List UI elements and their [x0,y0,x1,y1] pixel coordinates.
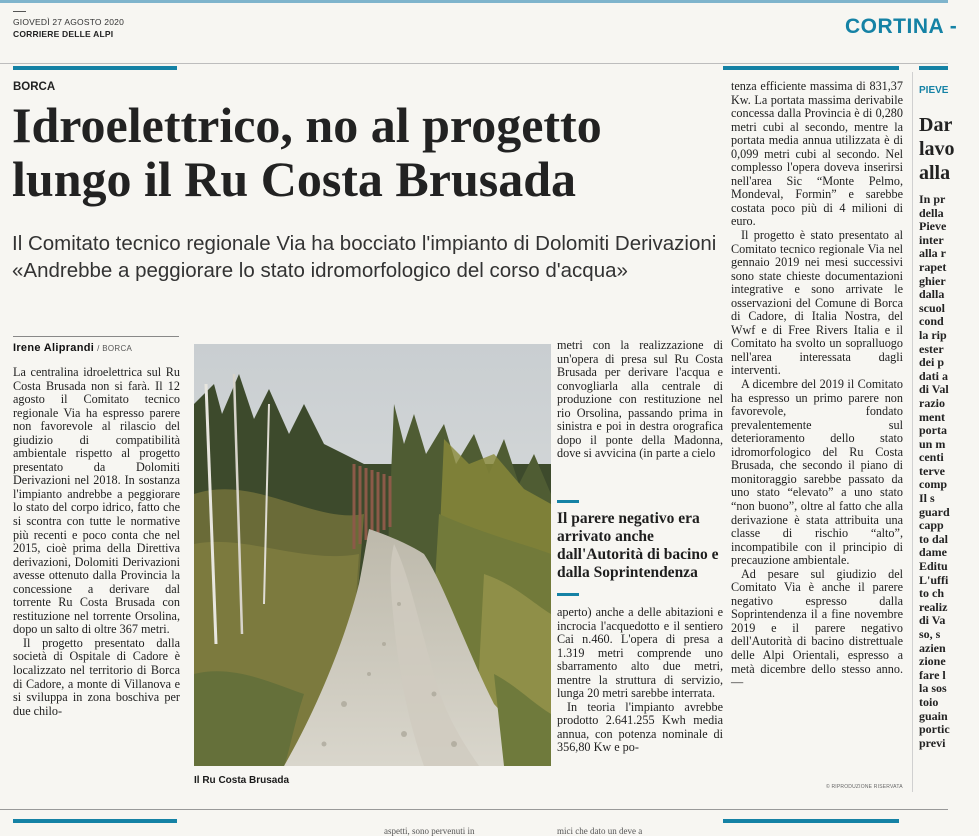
side-line: un m [919,436,946,451]
paragraph: A dicembre del 2019 il Comitato ha espresso un primo parere non favorevole, fondato prevalentemente sul deterioramento dello stato idromorfologico del Ru Costa Brusada, che secondo il piano di monitoraggio sarebbe passato da uno stato “elevato” a uno stato “non buono”, oltre al fatto che alla derivazione è stata attribuita una classe di rischio “alto”, incompatibile con il principio di precauzione ambientale. [731,377,903,568]
side-line: razio [919,395,945,410]
side-line: la sos [919,681,947,696]
paragraph: La centralina idroelettrica sul Ru Costa Brusada non si farà. Il 12 agosto il Comitato tecnico regionale Via ha espresso parere non favorevole al rilascio del giudizio di compatibilità ambientale rispetto al progetto presentato da Dolomiti Derivazioni nel 2018. In sostanza l'impianto andrebbe a peggiorare lo stato del corpo idrico, fatto che si scontra con tutte le normative più recenti e poco conta che nel 2015, cioè prima della Direttiva derivazioni, Dolomiti Derivazioni avesse ottenuto dalla Provincia la concessione a derivare dal torrente Ru Costa Brusada con restituzione nel torrente Orsolina, dopo un salto di oltre 367 metri. [13,365,180,637]
top-color-bar [0,0,948,3]
byline [13,342,132,354]
paragraph: Il progetto presentato dalla società di Ospitale di Cadore è localizzato nel territorio di Borca di Cadore, a monte di Villanova e si sviluppa in zona boschiva per due chilo- [13,635,180,718]
side-line: Editu [919,559,948,574]
pull-quote: Il parere negativo era arrivato anche dall'Autorità di bacino e dalla Soprintendenza [557,510,719,581]
side-line: guard [919,504,950,519]
byline-rule [13,336,179,337]
side-line: guain [919,708,948,723]
masthead-rule [13,11,26,12]
paragraph: aperto) anche a delle abitazioni e incrocia l'acquedotto e il sentiero Cai n.460. L'opera di presa a 1.319 metri comprende uno sbarramento alto due metri, mentre la struttura di servizio, lunga 20 metri sarebbe interrata. [557,605,723,701]
paragraph: Il progetto è stato presentato al Comitato tecnico regionale Via nel gennaio 2019 nei mesi successivi sono state chieste documentazioni integrative e sono arrivate le osservazioni del Comune di Borca di Cadore, di Italia Nostra, del Wwf e di Free Rivers Italia e il Comitato ha svolto un sopralluogo nell'area interessata dagli interventi. [731,228,903,378]
side-line: portic [919,722,950,737]
bottom-text-fragment: mici che dato un deve a [557,826,643,836]
article-column-3-bottom [557,606,723,755]
side-line: L'uffi [919,572,949,587]
pullquote-accent-top [557,500,579,503]
side-line: comp [919,477,947,492]
headline-line-1: Idroelettrico, no al progetto [12,97,602,153]
side-headline-line: alla [919,162,951,184]
newspaper-name: CORRIERE DELLE ALPI [13,29,114,39]
article-column-4 [731,80,903,690]
author-name: Irene Aliprandi [13,342,95,354]
side-line: cond [919,314,944,329]
side-line: dame [919,545,947,560]
photo-caption: Il Ru Costa Brusada [194,775,290,786]
masthead-divider [0,63,948,64]
side-line: centi [919,450,944,465]
side-line: terve [919,463,945,478]
side-headline-line: lavo [919,138,955,160]
side-line: In pr [919,192,946,206]
author-place: / BORCA [97,344,133,353]
paragraph: metri con la realizzazione di un'opera di presa sul Ru Costa Brusada per derivare l'acqua e convogliarla alla centrale di produzione con restituzione nel rio Orsolina, passando prima in sinistra e poi in destra orografica dopo il ponte della Madonna, dove si avvicina (in parte a cielo [557,338,723,461]
side-line: azien [919,640,946,655]
side-line: porta [919,423,947,438]
side-article-body [919,193,979,750]
side-line: dati a [919,368,949,383]
section-title: CORTINA - [845,15,958,38]
article-column-1 [13,366,180,718]
article-subhead [12,230,732,284]
subhead-line-2: «Andrebbe a peggiorare lo stato idromorfologico del corso d'acqua» [12,259,628,282]
side-line: di Val [919,382,949,397]
column-separator [912,72,913,792]
article-kicker: BORCA [13,81,56,93]
side-line: ment [919,409,945,424]
side-accent-bar [919,66,948,70]
side-line: previ [919,735,946,750]
side-line: inter [919,232,944,247]
side-line: to dal [919,531,949,546]
side-line: capp [919,518,944,533]
bottom-text-fragment: aspetti, sono pervenuti in [384,826,475,836]
paragraph: Ad pesare sul giudizio del Comitato Via è anche il parere negativo espresso dalla Soprintendenza il a fine novembre 2019 e il parere negativo dell'Autorità di bacino distrettuale delle Alpi Orientali, espresso a metà dicembre dello stesso anno. — [731,566,903,690]
article-headline [12,98,712,206]
side-line: dei p [919,355,945,370]
side-line: di Va [919,613,946,628]
headline-line-2: lungo il Ru Costa Brusada [12,151,577,207]
paragraph: tenza efficiente massima di 831,37 Kw. La portata massima derivabile concessa dalla Provincia è di 0,280 metri cubi al secondo, mentre la portata media annua utilizzata è di 0,099 metri cubi al secondo. Nel complesso l'opera doveva inserirsi nell'area Sic “Monte Pelmo, Mondeval, Formin” e sarebbe costata poco più di 4 milioni di euro. [731,79,903,229]
column-accent-bar [723,66,899,70]
side-line: fare l [919,667,946,682]
copyright-notice: © RIPRODUZIONE RISERVATA [826,784,903,790]
side-line: alla r [919,246,946,261]
side-article-headline [919,113,955,185]
side-line: realiz [919,599,948,614]
side-line: della [919,205,944,220]
bottom-divider [0,809,948,810]
side-line: dalla [919,287,945,302]
river-photo-illustration [194,344,551,766]
side-line: Il s [919,491,935,506]
paragraph: In teoria l'impianto avrebbe prodotto 2.641.255 Kwh media annua, con potenza nominale di 356,80 Kw e po- [557,699,723,755]
pullquote-accent-bottom [557,593,579,596]
side-line: to ch [919,586,944,601]
side-line: so, s [919,627,941,641]
side-line: ester [919,341,944,356]
side-line: ghier [919,273,946,288]
issue-date: GIOVEDÌ 27 AGOSTO 2020 [13,17,125,27]
side-headline-line: Dar [919,114,953,136]
bottom-accent-bar-2 [723,819,899,823]
article-accent-bar [13,66,177,70]
side-line: toio [919,694,939,709]
bottom-accent-bar-1 [13,819,177,823]
article-column-3-top [557,339,723,461]
side-line: rapet [919,259,947,274]
side-line: la rip [919,327,947,342]
subhead-line-1: Il Comitato tecnico regionale Via ha bocciato l'impianto di Dolomiti Derivazioni [12,232,717,255]
side-article-kicker: PIEVE [919,85,949,96]
article-photo [194,344,551,766]
side-line: zione [919,654,946,669]
side-line: scuol [919,300,946,315]
side-line: Pieve [919,219,947,234]
